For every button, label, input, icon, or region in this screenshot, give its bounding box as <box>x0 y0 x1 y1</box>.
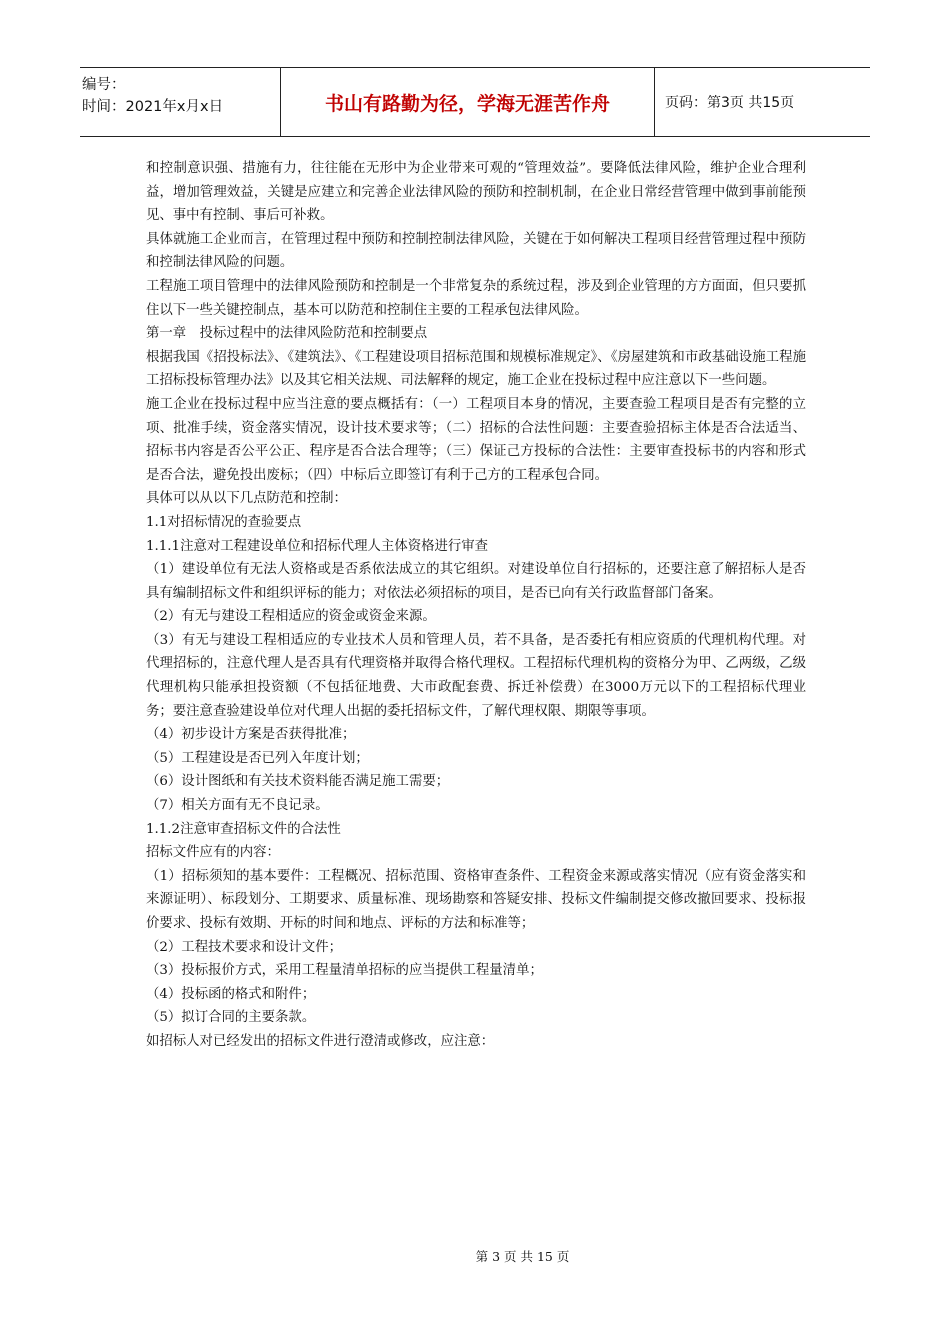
paragraph: 具体就施工企业而言，在管理过程中预防和控制控制法律风险，关键在于如何解决工程项目经营管理过程中预防和控制法律风险的问题。 <box>146 231 806 271</box>
chapter-heading: 第一章 投标过程中的法律风险防范和控制要点 <box>146 326 428 342</box>
list-item: （2）工程技术要求和设计文件； <box>146 939 342 955</box>
paragraph: 工程施工项目管理中的法律风险预防和控制是一个非常复杂的系统过程，涉及到企业管理的方方面面，但只要抓住以下一些关键控制点，基本可以防范和控制住主要的工程承包法律风险。 <box>146 278 806 318</box>
list-item: （5）工程建设是否已列入年度计划； <box>146 750 369 766</box>
section-heading: 1.1对招标情况的查验要点 <box>146 514 302 530</box>
document-number: 编号： <box>82 77 126 93</box>
paragraph: 根据我国《招投标法》、《建筑法》、《工程建设项目招标范围和规模标准规定》、《房屋建筑和市政基础设施工程施工招标投标管理办法》以及其它相关法规、司法解释的规定，施工企业在投标过程中应注意以下一些问题。 <box>146 349 806 389</box>
page-footer <box>0 1247 950 1265</box>
list-item: （5）拟订合同的主要条款。 <box>146 1010 316 1026</box>
header-motto: 书山有路勤为径，学海无涯苦作舟 <box>280 68 655 136</box>
header-page-number: 页码：第3页 共15页 <box>665 95 795 111</box>
subsection-heading: 1.1.1注意对工程建设单位和招标代理人主体资格进行审查 <box>146 538 489 554</box>
paragraph: 具体可以从以下几点防范和控制： <box>146 491 347 507</box>
page-header <box>80 67 870 137</box>
paragraph: 如招标人对已经发出的招标文件进行澄清或修改，应注意： <box>146 1033 495 1049</box>
document-body <box>146 157 806 1054</box>
list-item: （2）有无与建设工程相适应的资金或资金来源。 <box>146 609 436 625</box>
paragraph: 和控制意识强、措施有力，往往能在无形中为企业带来可观的“管理效益”。要降低法律风险，维护企业合理利益，增加管理效益，关键是应建立和完善企业法律风险的预防和控制机制，在企业日常经营管理中做到事前能预见、事中有控制、事后可补救。 <box>146 161 806 224</box>
document-date: 时间：2021年x月x日 <box>82 99 224 115</box>
list-item: （4）投标函的格式和附件； <box>146 986 316 1002</box>
header-meta <box>80 68 280 136</box>
list-item: （3）投标报价方式，采用工程量清单招标的应当提供工程量清单； <box>146 963 543 979</box>
footer-page-number: 第 3 页 共 15 页 <box>475 1249 570 1264</box>
paragraph: 招标文件应有的内容： <box>146 845 280 861</box>
list-item: （3）有无与建设工程相适应的专业技术人员和管理人员，若不具备，是否委托有相应资质的代理机构代理。对代理招标的，注意代理人是否具有代理资格并取得合格代理权。工程招标代理机构的资格分为甲、乙两级，乙级代理机构只能承担投资额（不包括征地费、大市政配套费、拆迁补偿费）在3000万元以下的工程招标代理业务；要注意查验建设单位对代理人出据的委托招标文件，了解代理权限、期限等事项。 <box>146 632 806 719</box>
list-item: （4）初步设计方案是否获得批准； <box>146 727 356 743</box>
paragraph: 施工企业在投标过程中应当注意的要点概括有：（一）工程项目本身的情况，主要查验工程项目是否有完整的立项、批准手续，资金落实情况，设计技术要求等；（二）招标的合法性问题：主要查验招标主体是否合法适当、招标书内容是否公平公正、程序是否合法合理等；（三）保证己方投标的合法性：主要审查投标书的内容和形式是否合法，避免投出废标；（四）中标后立即签订有利于己方的工程承包合同。 <box>146 396 806 483</box>
list-item: （6）设计图纸和有关技术资料能否满足施工需要； <box>146 774 450 790</box>
list-item: （1）建设单位有无法人资格或是否系依法成立的其它组织。对建设单位自行招标的，还要注意了解招标人是否具有编制招标文件和组织评标的能力；对依法必须招标的项目，是否已向有关行政监督部门备案。 <box>146 562 806 601</box>
subsection-heading: 1.1.2注意审查招标文件的合法性 <box>146 821 341 837</box>
list-item: （1）招标须知的基本要件：工程概况、招标范围、资格审查条件、工程资金来源或落实情况（应有资金落实和来源证明）、标段划分、工期要求、质量标准、现场勘察和答疑安排、投标文件编制提交修改撤回要求、投标报价要求、投标有效期、开标的时间和地点、评标的方法和标准等； <box>146 868 806 931</box>
list-item: （7）相关方面有无不良记录。 <box>146 798 329 814</box>
